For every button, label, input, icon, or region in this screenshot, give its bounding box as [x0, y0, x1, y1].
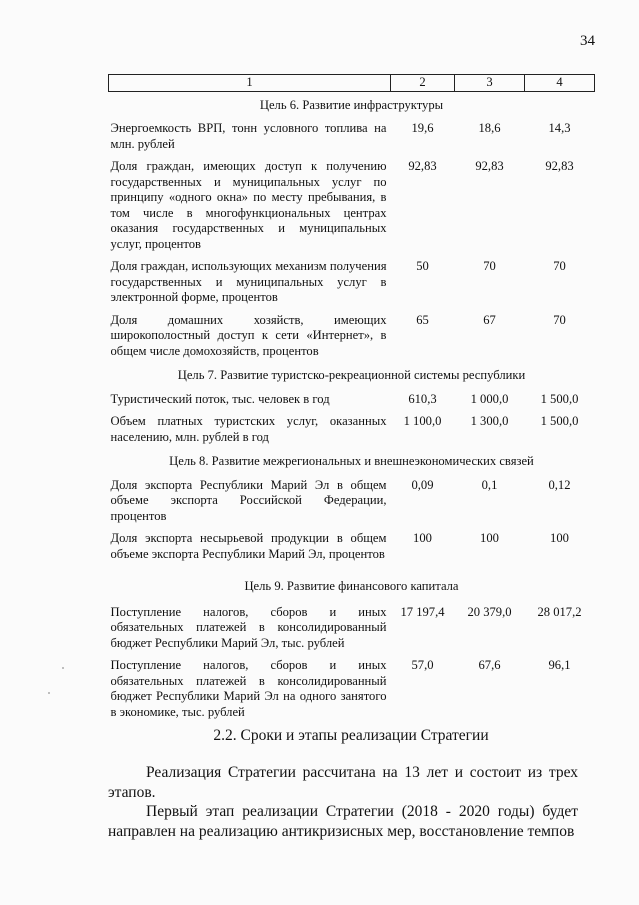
section-title-row	[109, 362, 595, 388]
row-label: Доля граждан, имеющих доступ к получению государственных и муниципальных услуг по принципу «одного окна» по месту пребывания, в том числе в многофункциональных центрах оказания государственных и муниципальных услуг, процентов	[110, 159, 387, 251]
row-value: 0,12	[548, 477, 571, 492]
table-row	[109, 654, 595, 723]
table-row	[109, 527, 595, 565]
row-value: 14,3	[548, 121, 571, 135]
row-value: 20 379,0	[467, 604, 512, 619]
row-value: 0,1	[481, 477, 498, 492]
row-value: 1 100,0	[403, 414, 442, 428]
row-value: 100	[480, 531, 499, 545]
row-value: 70	[553, 312, 566, 327]
row-value: 65	[416, 312, 429, 327]
row-value: 18,6	[478, 121, 501, 135]
row-value: 92,83	[475, 159, 504, 173]
row-value: 57,0	[411, 658, 434, 672]
table-row	[109, 474, 595, 528]
body-paragraph: Первый этап реализации Стратегии (2018 - 2020 годы) будет направлен на реализацию антикризисных мер, восстановление темпов	[108, 803, 578, 840]
header-col-2: 2	[391, 75, 455, 92]
row-value: 0,09	[411, 477, 434, 492]
row-value: 19,6	[411, 121, 434, 135]
row-value: 1 500,0	[540, 391, 579, 406]
indicators-table-container	[108, 74, 594, 723]
section-title: Цель 6. Развитие инфраструктуры	[259, 97, 444, 112]
row-value: 1 300,0	[470, 414, 509, 428]
row-value: 70	[553, 259, 566, 273]
row-label: Объем платных туристских услуг, оказанных населению, млн. рублей в год	[110, 414, 387, 444]
row-value: 92,83	[545, 159, 574, 173]
row-label: Доля домашних хозяйств, имеющих широкополостный доступ к сети «Интернет», в общем числе домохозяйств, процентов	[110, 312, 387, 358]
table-row	[109, 255, 595, 309]
row-value: 67,6	[478, 658, 501, 672]
row-value: 100	[550, 531, 569, 545]
row-value: 100	[413, 531, 432, 545]
table-row	[109, 309, 595, 363]
row-label: Доля экспорта несырьевой продукции в общем объеме экспорта Республики Марий Эл, процентов	[110, 531, 387, 561]
page-number: 34	[580, 33, 595, 49]
row-label: Поступление налогов, сборов и иных обязательных платежей в консолидированный бюджет Республики Марий Эл, тыс. рублей	[110, 604, 387, 650]
row-value: 70	[483, 259, 496, 273]
row-label: Туристический поток, тыс. человек в год	[110, 391, 330, 406]
section-title-row	[109, 91, 595, 117]
table-row	[109, 410, 595, 448]
table-row	[109, 155, 595, 255]
row-value: 92,83	[408, 159, 437, 173]
section-heading: 2.2. Сроки и этапы реализации Стратегии	[213, 727, 489, 744]
section-title-row	[109, 565, 595, 601]
body-paragraph: Реализация Стратегии рассчитана на 13 лет и состоит из трех этапов.	[108, 764, 578, 801]
row-value: 17 197,4	[400, 604, 445, 619]
row-label: Энергоемкость ВРП, тонн условного топлива на млн. рублей	[110, 121, 387, 151]
scan-speck	[48, 692, 50, 694]
section-title: Цель 7. Развитие туристско-рекреационной системы республики	[177, 368, 526, 382]
row-value: 610,3	[408, 391, 437, 406]
table-row	[109, 117, 595, 155]
row-label: Доля экспорта Республики Марий Эл в общем объеме экспорта Российской Федерации, процентов	[110, 477, 387, 523]
header-col-4: 4	[525, 75, 595, 92]
table-row	[109, 388, 595, 411]
scan-speck	[62, 667, 64, 669]
row-label: Доля граждан, использующих механизм получения государственных и муниципальных услуг в электронной форме, процентов	[110, 259, 387, 304]
row-label: Поступление налогов, сборов и иных обязательных платежей в консолидированный бюджет Республики Марий Эл на одного занятого в экономике, тыс. рублей	[110, 658, 387, 719]
row-value: 28 017,2	[537, 604, 582, 619]
row-value: 96,1	[548, 658, 571, 672]
row-value: 1 000,0	[470, 391, 509, 406]
table-row	[109, 601, 595, 655]
section-title-row	[109, 448, 595, 474]
section-title: Цель 9. Развитие финансового капитала	[244, 579, 459, 593]
indicators-table	[108, 74, 595, 723]
row-value: 67	[483, 312, 496, 327]
row-value: 1 500,0	[540, 414, 579, 428]
table-header-row	[109, 75, 595, 92]
section-title: Цель 8. Развитие межрегиональных и внешнеэкономических связей	[169, 454, 534, 468]
header-col-1: 1	[109, 75, 391, 92]
row-value: 50	[416, 259, 429, 273]
header-col-3: 3	[455, 75, 525, 92]
